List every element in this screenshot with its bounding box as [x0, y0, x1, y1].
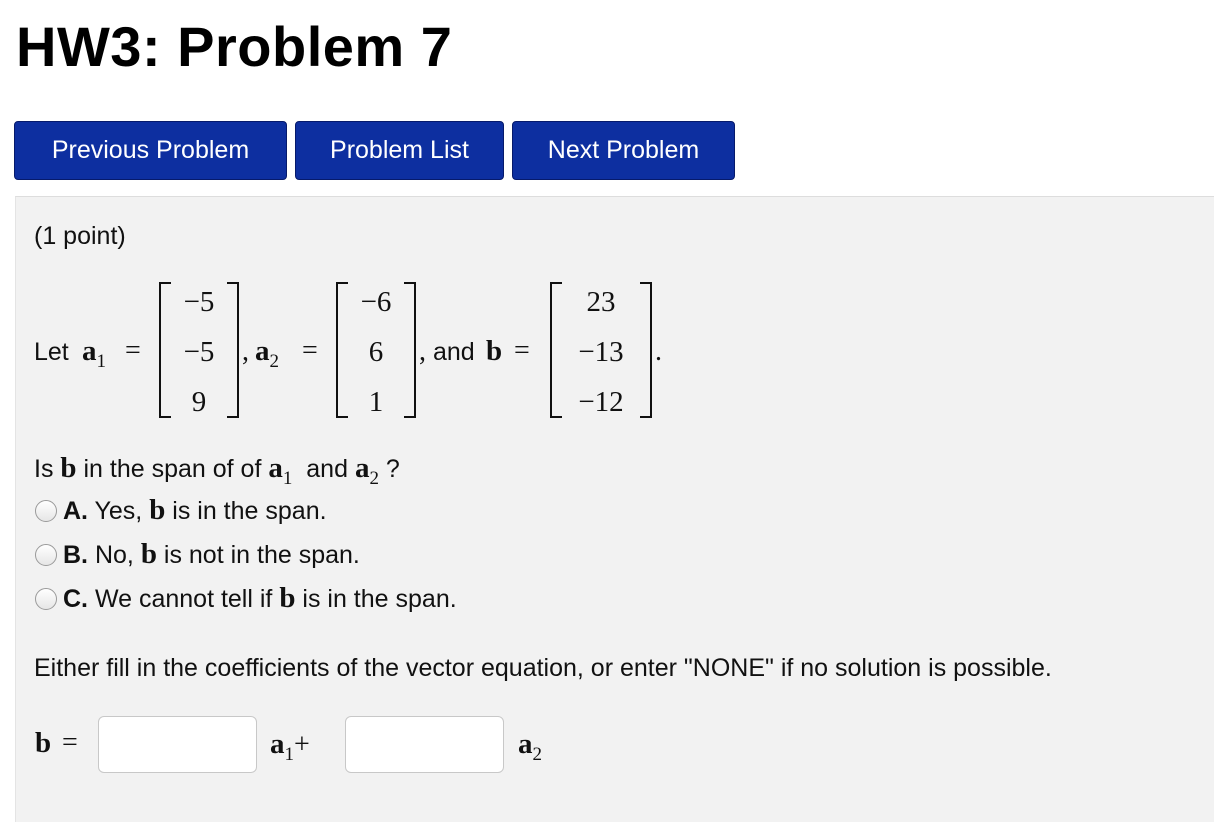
previous-problem-button[interactable]: Previous Problem: [14, 121, 287, 180]
a1-entry-1: −5: [183, 286, 215, 318]
matrix-a1: [159, 282, 239, 418]
option-a-label[interactable]: A. Yes, b is in the span.: [63, 494, 327, 526]
coefficient-a2-input[interactable]: [345, 716, 504, 773]
instructions-text: Either fill in the coefficients of the vector equation, or enter "NONE" if no solution is possible.: [34, 654, 1052, 682]
a1-entry-2: −5: [183, 336, 215, 368]
points-label: (1 point): [34, 222, 126, 250]
and-label: and: [433, 338, 475, 366]
a2-entry-1: −6: [360, 286, 392, 318]
b-entry-3: −12: [578, 386, 624, 418]
option-b-radio[interactable]: [35, 544, 57, 566]
comma-2: ,: [419, 336, 426, 367]
comma-1: ,: [242, 336, 249, 367]
period: .: [655, 336, 662, 367]
option-c-label[interactable]: C. We cannot tell if b is in the span.: [63, 582, 457, 614]
option-b-label[interactable]: B. No, b is not in the span.: [63, 538, 360, 570]
a2-entry-2: 6: [368, 336, 384, 368]
a2-entry-3: 1: [368, 386, 384, 418]
problem-list-button[interactable]: Problem List: [295, 121, 504, 180]
a1-entry-3: 9: [191, 386, 207, 418]
equals-sign-a1: =: [125, 335, 141, 366]
equation-equals-sign: =: [62, 727, 78, 758]
matrix-a2: [336, 282, 416, 418]
b-symbol: b: [486, 335, 503, 367]
equation-a2-symbol: $a_2$: [518, 728, 542, 765]
a2-symbol: $a_2$: [255, 335, 279, 372]
page-title: HW3: Problem 7: [16, 15, 453, 78]
equation-b-symbol: b: [35, 727, 52, 759]
next-problem-button[interactable]: Next Problem: [512, 121, 735, 180]
b-entry-1: 23: [586, 286, 616, 318]
span-question: Is b in the span of of $a_1$ and $a_2$ ?: [34, 452, 400, 489]
let-label: Let: [34, 338, 69, 366]
option-a-radio[interactable]: [35, 500, 57, 522]
coefficient-a1-input[interactable]: [98, 716, 257, 773]
equals-sign-b: =: [514, 335, 530, 366]
equation-a1-symbol: $a_1+$: [270, 728, 310, 765]
option-c-radio[interactable]: [35, 588, 57, 610]
matrix-b: [550, 282, 652, 418]
a1-symbol: $a_1$: [82, 335, 106, 372]
b-entry-2: −13: [578, 336, 624, 368]
equals-sign-a2: =: [302, 335, 318, 366]
